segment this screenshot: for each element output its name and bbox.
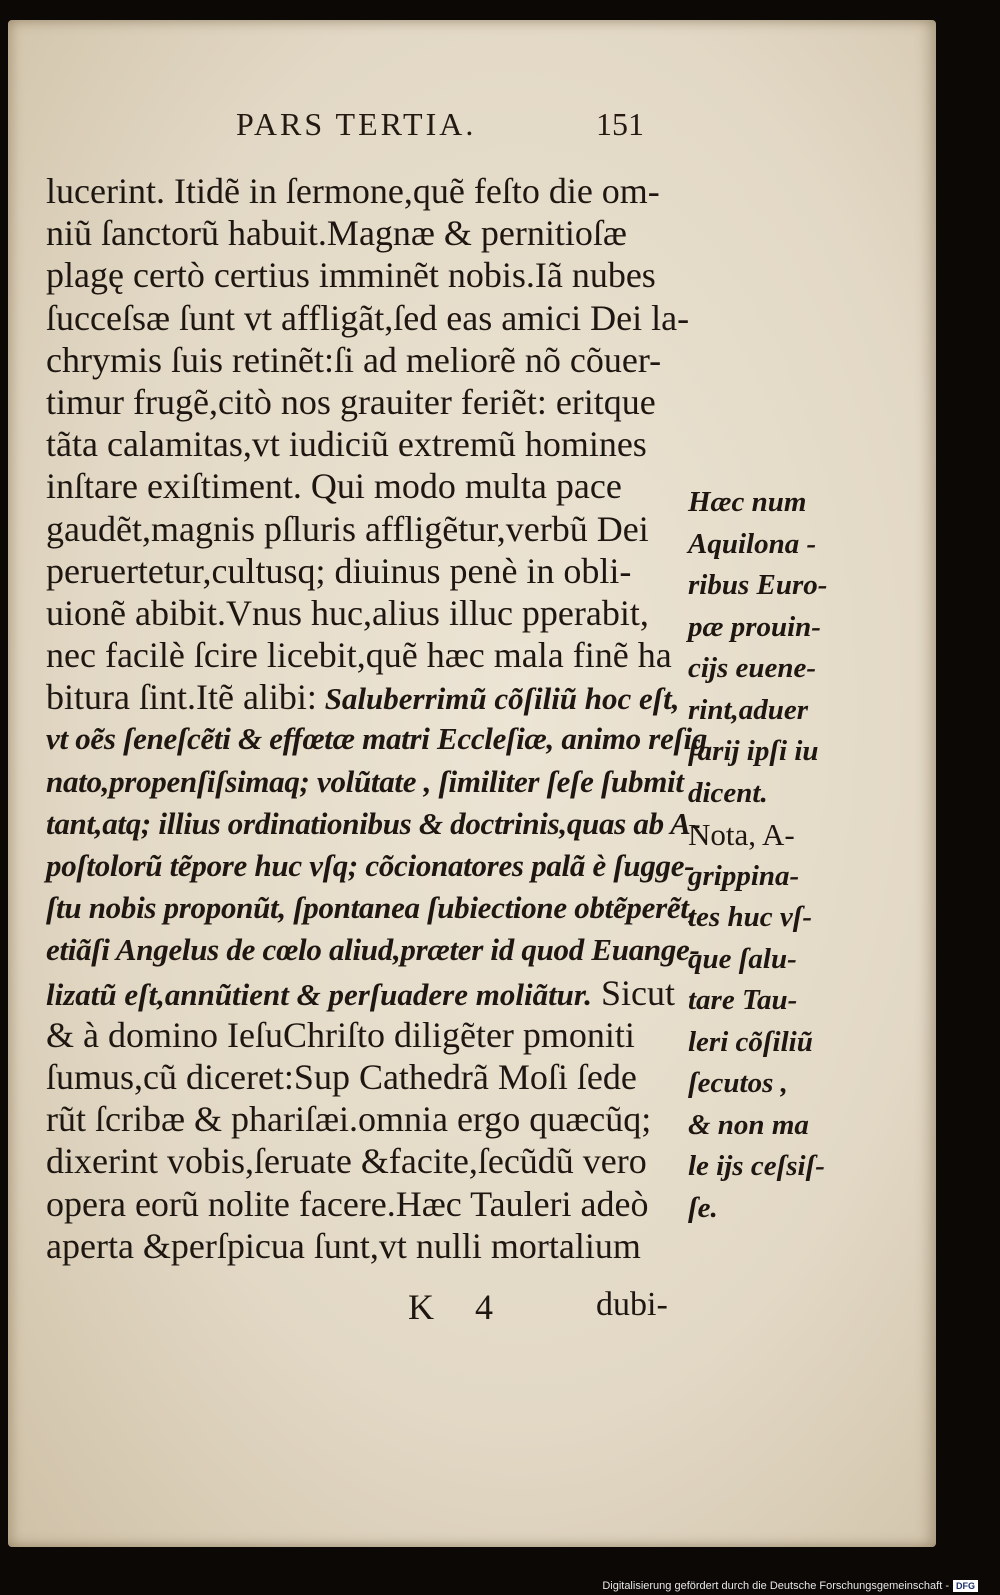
margin-note-line: ſecutos , <box>688 1067 788 1099</box>
italic-quote-segment: lizatũ eſt,annũtient & perſuadere moliãtur. <box>46 976 593 1012</box>
margin-note-line: tare Tau- <box>688 984 798 1016</box>
text-line: nec facilè ſcire licebit,quẽ hæc mala finẽ ha <box>46 635 672 676</box>
italic-text-line: poſtolorũ tẽpore huc vſq; cõcionatores palã è ſugge- <box>46 848 695 883</box>
margin-note-line: le ijs ceſsiſ- <box>688 1150 825 1182</box>
text-line: gaudẽt,magnis pſluris affligẽtur,verbũ Dei <box>46 508 649 549</box>
margin-note-line: ſarij ipſi iu <box>688 735 819 767</box>
text-line: ſumus,cũ diceret:Sup Cathedrã Moſi ſede <box>46 1056 637 1097</box>
text-line: peruertetur,cultusq; diuinus penè in obli- <box>46 550 632 591</box>
margin-note-line: Aquilona - <box>688 527 817 560</box>
italic-text-line: etiãſi Angelus de cœlo aliud,præter id quod Euange- <box>46 932 700 968</box>
text-line: tãta calamitas,vt iudiciũ extremũ homines <box>46 424 647 465</box>
text-line: niũ ſanctorũ habuit.Magnæ & pernitioſæ <box>46 213 627 254</box>
text-line: aperta &perſpicua ſunt,vt nulli mortalium <box>46 1225 641 1266</box>
margin-note-line: cijs euene- <box>688 652 817 684</box>
italic-text-line: tant,atq; illius ordinationibus & doctrinis,quas ab A- <box>46 805 701 841</box>
margin-note-line: pæ prouin- <box>688 610 821 643</box>
margin-note-line: ribus Euro- <box>688 569 828 601</box>
text-line: plagę certò certius imminẽt nobis.Iã nubes <box>46 255 656 296</box>
text-line: inſtare exiſtiment. Qui modo multa pace <box>46 466 622 507</box>
text-segment: Sicut <box>592 972 676 1013</box>
running-head: PARS TERTIA. <box>236 106 477 142</box>
signature-mark: K 4 <box>408 1287 509 1327</box>
text-line: ſucceſsæ ſunt vt affligãt,ſed eas amici Dei la- <box>46 297 690 338</box>
margin-note-line: rint,aduer <box>688 693 809 726</box>
margin-note-line: leri cõſiliũ <box>688 1025 813 1058</box>
book-page <box>8 20 936 1547</box>
digitization-credit <box>602 1580 978 1592</box>
margin-note-line: ſe. <box>688 1191 718 1224</box>
italic-text-line: vt oẽs ſeneſcẽti & effœtæ matri Eccleſiæ, animo reſig <box>46 721 708 757</box>
dfg-logo-icon: DFG <box>953 1580 978 1592</box>
text-line: & à domino IeſuChriſto diligẽter pmoniti <box>46 1014 635 1055</box>
italic-text-line: ſtu nobis proponũt, ſpontanea ſubiectione obtẽperẽt, <box>46 890 697 926</box>
text-line: opera eorũ nolite facere.Hæc Tauleri adeò <box>46 1183 649 1224</box>
text-line: dixerint vobis,ſeruate &facite,ſecũdũ vero <box>46 1141 647 1182</box>
marginal-notes <box>688 482 838 1229</box>
page-footer <box>8 1286 936 1336</box>
catchword: dubi- <box>596 1286 668 1323</box>
margin-note-line: Hæc num <box>688 486 807 518</box>
credit-text: Digitalisierung gefördert durch die Deutsche Forschungsgemeinschaft - <box>602 1580 949 1592</box>
margin-note-line: dicent. <box>688 776 768 809</box>
margin-note-line: que ſalu- <box>688 942 797 975</box>
text-segment: bitura ſint.Itẽ alibi: <box>46 677 317 718</box>
margin-note-line: Nota, A- <box>688 817 795 852</box>
page-number: 151 <box>596 106 644 142</box>
italic-quote-segment: Saluberrimũ cõſiliũ hoc eſt, <box>316 681 680 717</box>
text-line: lucerint. Itidẽ in ſermone,quẽ feſto die om- <box>46 171 660 211</box>
text-line: timur frugẽ,citò nos grauiter feriẽt: eritque <box>46 381 656 422</box>
italic-text-line: nato,propenſiſsimaq; volũtate , ſimiliter ſeſe ſubmit <box>46 763 684 799</box>
margin-note-line: grippina- <box>688 859 800 892</box>
text-line: chrymis ſuis retinẽt:ſi ad meliorẽ nõ cõuer- <box>46 339 662 380</box>
text-line <box>46 972 696 1014</box>
page-header <box>8 106 936 166</box>
margin-note-line: & non ma <box>688 1108 809 1141</box>
main-text-block <box>46 170 708 1267</box>
text-line: uionẽ abibit.Vnus huc,alius illuc pperabit, <box>46 592 649 633</box>
text-line <box>46 676 696 718</box>
margin-note-line: tes huc vſ- <box>688 901 813 933</box>
text-line: rũt ſcribæ & phariſæi.omnia ergo quæcũq; <box>46 1099 652 1140</box>
